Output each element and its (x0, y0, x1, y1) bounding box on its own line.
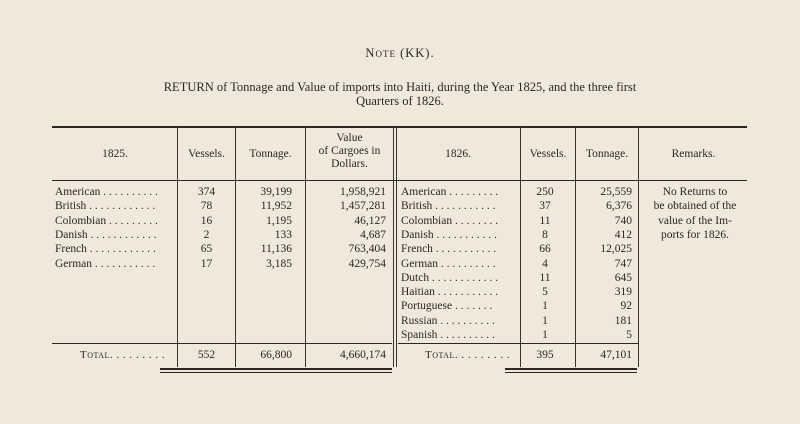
vessels-cell: 5 (542, 286, 548, 299)
heading-line-2: Quarters of 1826. (356, 94, 444, 108)
tonnage-cell: 747 (614, 257, 632, 270)
header-1826: 1826. (445, 148, 471, 160)
total-tonnage-1825: 66,800 (260, 349, 292, 361)
tonnage-cell: 319 (614, 286, 632, 299)
vessels-cell: 2 (203, 228, 210, 241)
nation-cell: British . . . . . . . . . . . . (55, 200, 156, 213)
tonnage-cell: 6,376 (606, 200, 632, 213)
vessels-cell: 1 (542, 314, 548, 327)
remarks-line: value of the Im- (658, 214, 732, 227)
header-1825: 1825. (102, 148, 128, 160)
header-tonnage-1825: Tonnage. (249, 148, 292, 160)
bottom-rule-right (505, 368, 637, 370)
header-rule (52, 180, 747, 181)
total-rule-right (398, 343, 638, 344)
nation-cell: Danish . . . . . . . . . . . . (55, 228, 157, 241)
total-vessels-1825: 552 (197, 349, 216, 361)
vessels-cell: 17 (200, 257, 213, 270)
value-cell: 763,404 (348, 243, 386, 256)
remarks-line: No Returns to (662, 186, 728, 198)
nation-cell: Spanish . . . . . . . . . . (401, 329, 495, 341)
remarks-line: ports for 1826. (660, 228, 730, 241)
value-cell: 46,127 (354, 214, 386, 227)
tonnage-cell: 412 (614, 228, 632, 241)
value-cell: 4,687 (360, 228, 386, 241)
vessels-cell: 11 (539, 271, 551, 284)
total-vessels-1826: 395 (536, 349, 554, 361)
tonnage-cell: 39,199 (260, 186, 292, 198)
total-label-1826: Total. . . . . . . . . (425, 349, 511, 361)
bottom-rule-left (160, 368, 392, 370)
nation-cell: Danish . . . . . . . . . . . (401, 228, 497, 241)
total-tonnage-1826: 47,101 (600, 349, 632, 361)
table-heading (80, 80, 720, 108)
nation-cell: Dutch . . . . . . . . . . . . (401, 271, 499, 284)
tonnage-cell: 12,025 (600, 243, 632, 256)
tonnage-cell: 645 (614, 271, 632, 284)
header-tonnage-1826: Tonnage. (585, 148, 629, 160)
total-rule-left (52, 343, 392, 344)
nation-cell: Russian . . . . . . . . . . (401, 314, 495, 327)
vessels-cell: 66 (539, 243, 551, 256)
col-divider (396, 127, 397, 367)
vessels-cell: 250 (536, 186, 554, 198)
tonnage-cell: 25,559 (600, 186, 632, 198)
nation-cell: British . . . . . . . . . . . (401, 200, 496, 213)
header-value-line2: of Cargoes in (318, 145, 381, 157)
tonnage-cell: 1,195 (266, 214, 292, 227)
vessels-cell: 37 (539, 200, 551, 213)
tonnage-cell: 5 (626, 329, 632, 341)
vessels-cell: 1 (542, 300, 548, 313)
value-cell: 1,958,921 (340, 186, 386, 198)
header-value-line1: Value (336, 132, 363, 144)
nation-cell: French . . . . . . . . . . . (401, 243, 497, 256)
heading-line-1: RETURN of Tonnage and Value of imports into Haiti, during the Year 1825, and the three first (163, 80, 637, 94)
value-cell: 1,457,281 (340, 200, 386, 213)
col-divider (638, 127, 639, 367)
nation-cell: Colombian . . . . . . . . . (55, 214, 158, 227)
remarks-line: be obtained of the (653, 200, 737, 213)
vessels-cell: 78 (200, 200, 213, 213)
vessels-cell: 11 (539, 214, 551, 227)
col-divider (393, 127, 394, 367)
tonnage-cell: 92 (620, 300, 632, 313)
vessels-cell: 374 (197, 186, 216, 198)
total-value-1825: 4,660,174 (340, 349, 386, 361)
nation-cell: French . . . . . . . . . . . . (55, 243, 156, 256)
tonnage-cell: 740 (614, 214, 632, 227)
nation-cell: German . . . . . . . . . . (401, 257, 496, 270)
vessels-cell: 4 (542, 257, 548, 270)
header-remarks: Remarks. (671, 148, 716, 160)
bottom-rule-left-2 (160, 372, 392, 373)
bottom-rule-right-2 (505, 372, 637, 373)
header-value (306, 132, 393, 171)
nation-cell: Haitian . . . . . . . . . . . (401, 286, 499, 299)
remarks-text (641, 185, 749, 242)
nation-cell: German . . . . . . . . . . . (55, 257, 156, 270)
tonnage-cell: 133 (274, 228, 292, 241)
nation-cell: American . . . . . . . . . (401, 186, 499, 198)
vessels-cell: 65 (200, 243, 213, 256)
note-title: Note (KK). (365, 46, 435, 60)
nation-cell: Colombian . . . . . . . . (401, 214, 499, 227)
tonnage-cell: 181 (614, 314, 632, 327)
vessels-cell: 8 (542, 228, 548, 241)
top-rule (52, 126, 747, 128)
tonnage-cell: 3,185 (266, 257, 292, 270)
tonnage-cell: 11,952 (260, 200, 292, 213)
header-vessels-1826: Vessels. (529, 148, 567, 160)
tonnage-cell: 11,136 (260, 243, 292, 256)
header-vessels-1825: Vessels. (188, 148, 225, 160)
nation-cell: American . . . . . . . . . . (55, 186, 158, 198)
nation-cell: Portuguese . . . . . . . (401, 300, 493, 313)
header-value-line3: Dollars. (331, 158, 368, 170)
value-cell: 429,754 (348, 257, 386, 270)
total-label-1825: Total. . . . . . . . . (80, 349, 166, 361)
vessels-cell: 16 (200, 214, 213, 227)
vessels-cell: 1 (542, 329, 548, 341)
